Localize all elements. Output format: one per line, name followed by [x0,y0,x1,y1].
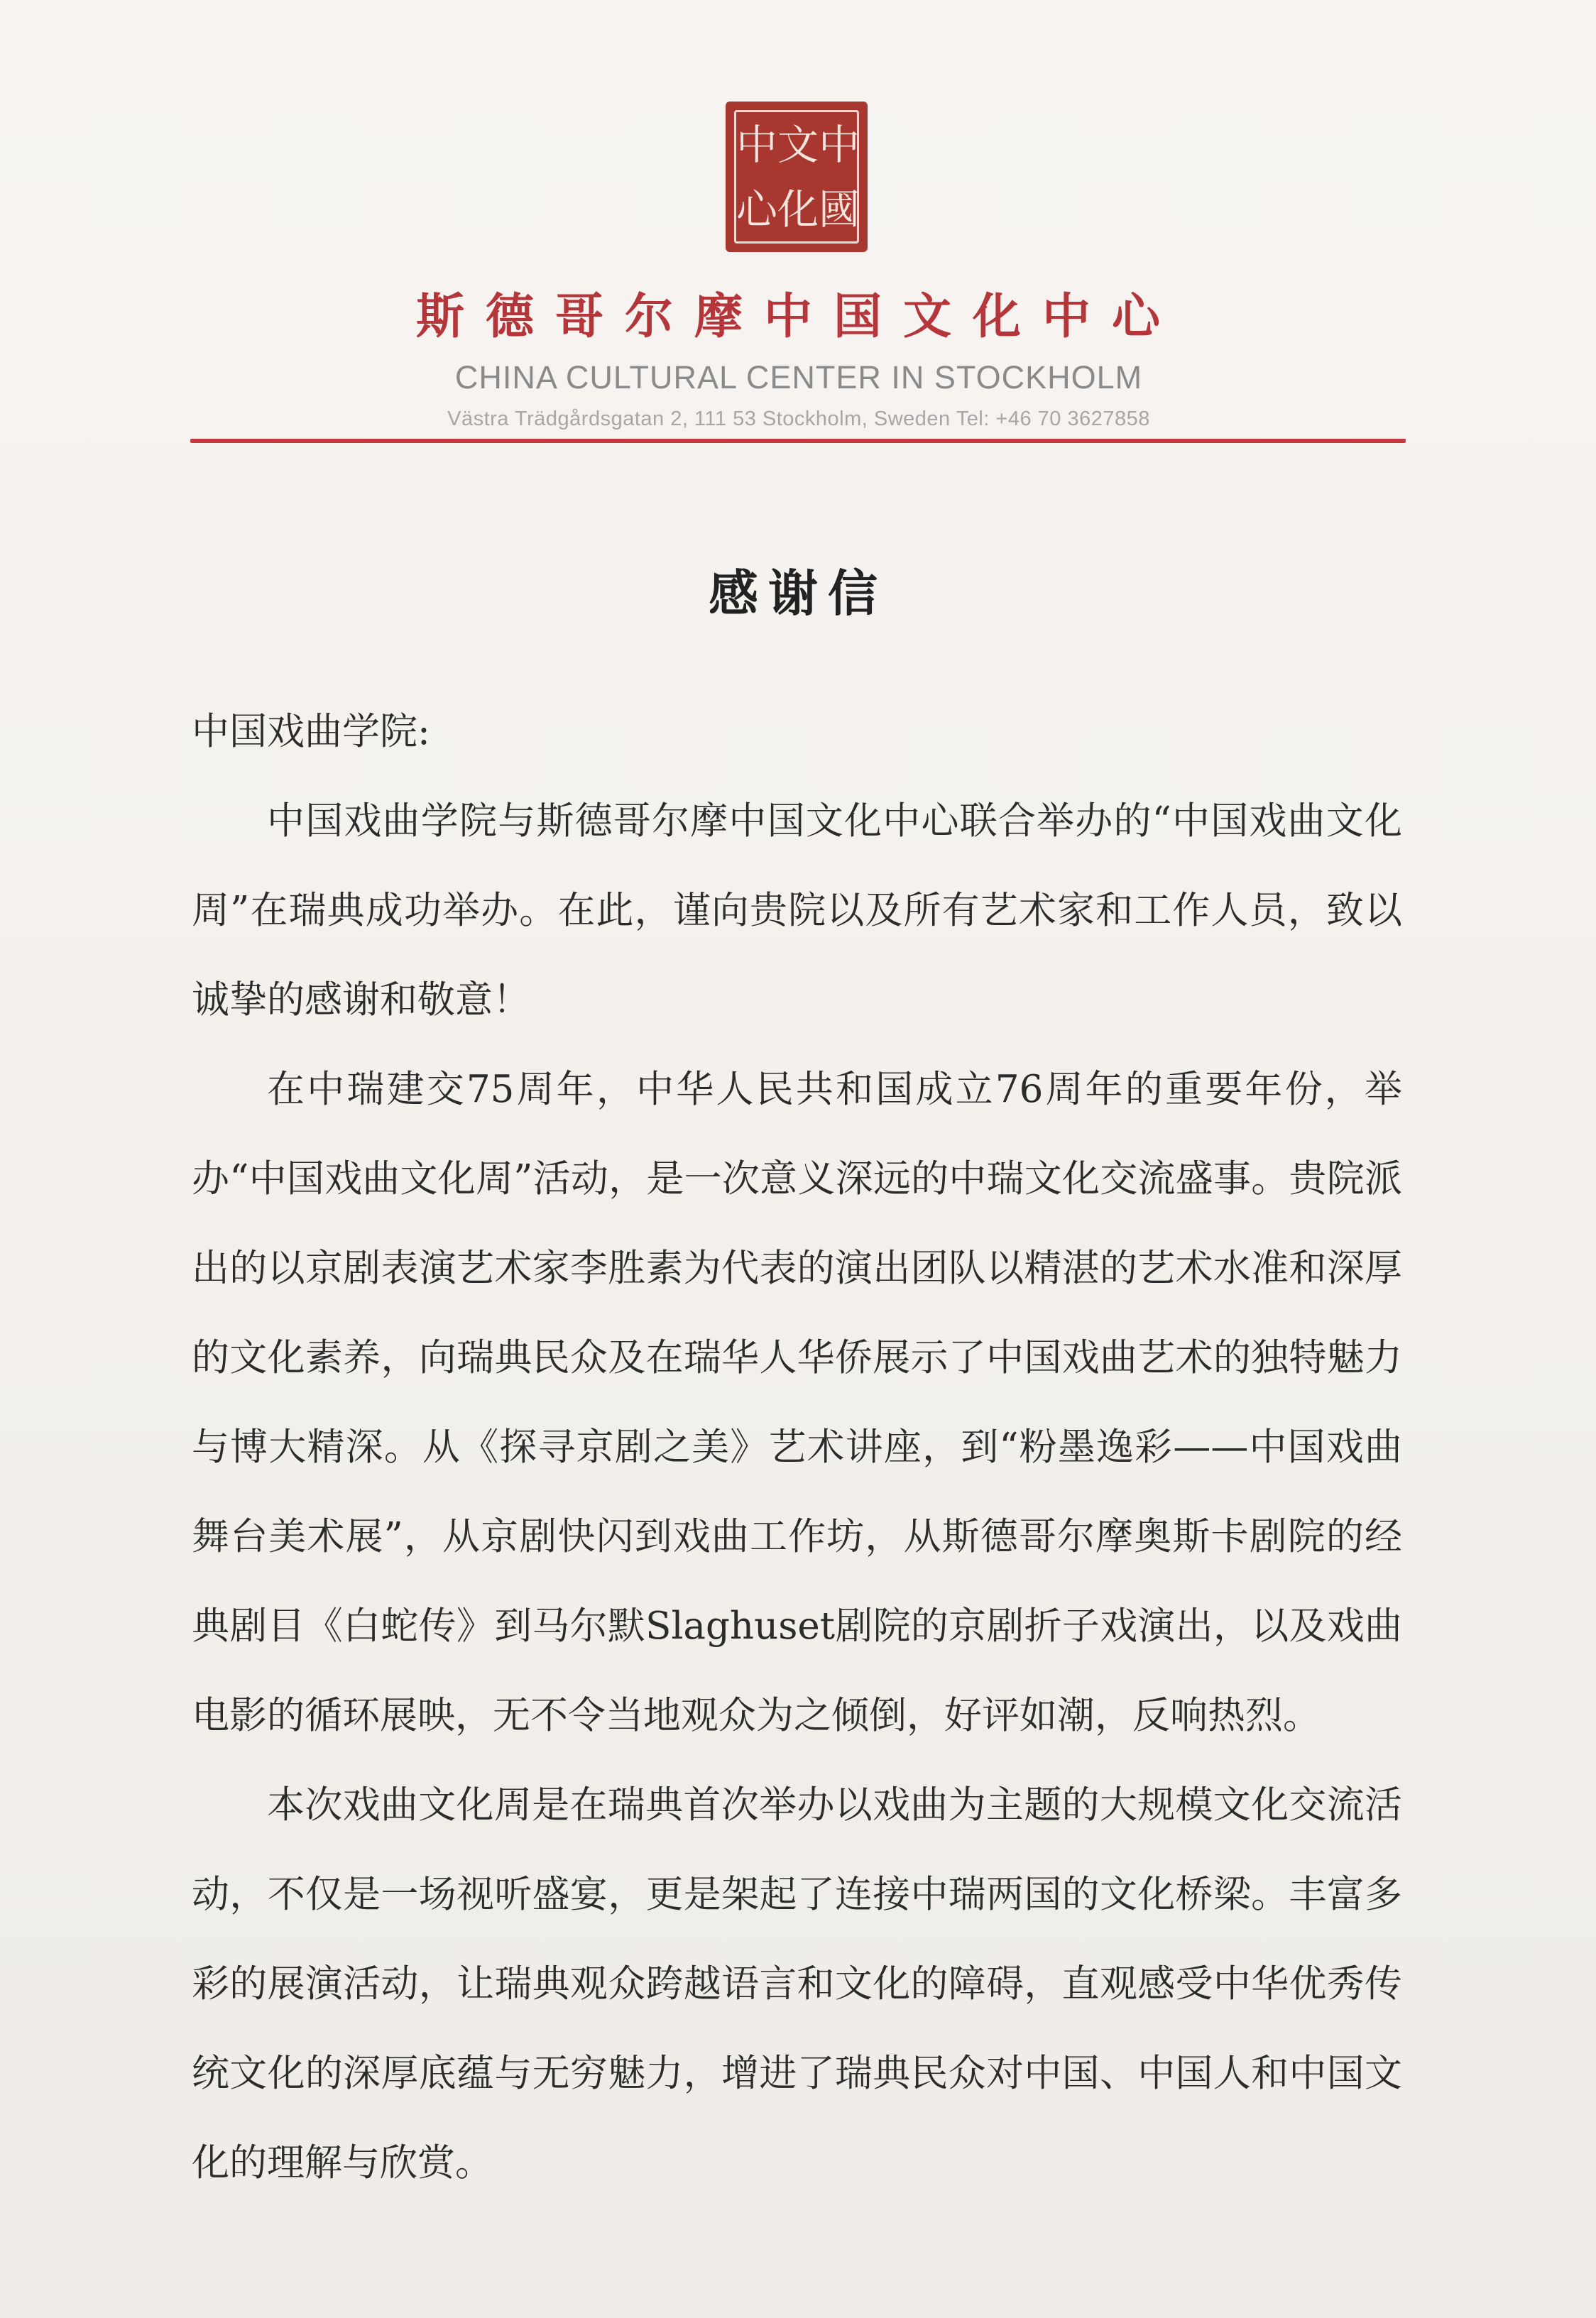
seal-char: 文 [777,120,819,169]
letter-title: 感谢信 [709,564,887,623]
letter-paragraph: 本次戏曲文化周是在瑞典首次举办以戏曲为主题的大规模文化交流活动，不仅是一场视听盛宴，更是架起了连接中瑞两国的文化桥梁。丰富多彩的展演活动，让瑞典观众跨越语言和文化的障碍，直观感受中华优秀传统文化的深厚底蕴与无穷魅力，增进了瑞典民众对中国、中国人和中国文化的理解与欣赏。 [192,1783,1402,2185]
org-address: Västra Trädgårdsgatan 2, 111 53 Stockholm, Sweden Tel: +46 70 3627858 [447,408,1150,430]
seal-border [734,110,859,244]
seal-char: 國 [819,185,860,234]
letter-paragraph: 在中瑞建交75周年，中华人民共和国成立76周年的重要年份，举办“中国戏曲文化周”活动，是一次意义深远的中瑞文化交流盛事。贵院派出的以京剧表演艺术家李胜素为代表的演出团队以精湛的艺术水准和深厚的文化素养，向瑞典民众及在瑞华人华侨展示了中国戏曲艺术的独特魅力与博大精深。从《探寻京剧之美》艺术讲座，到“粉墨逸彩——中国戏曲舞台美术展”，从京剧快闪到戏曲工作坊，从斯德哥尔摩奥斯卡剧院的经典剧目《白蛇传》到马尔默Slaghuset剧院的京剧折子戏演出，以及戏曲电影的循环展映，无不令当地观众为之倾倒，好评如潮，反响热烈。 [192,1068,1402,1737]
letter-salutation: 中国戏曲学院: [192,710,430,753]
letterhead-divider [190,439,1406,443]
seal-char: 心 [736,185,778,234]
letter-paragraph: 中国戏曲学院与斯德哥尔摩中国文化中心联合举办的“中国戏曲文化周”在瑞典成功举办。在此，谨向贵院以及所有艺术家和工作人员，致以诚挚的感谢和敬意！ [192,799,1402,1022]
seal-char: 化 [777,185,819,234]
letter-body [192,687,1402,2208]
seal-char: 中 [819,120,860,169]
org-name-chinese: 斯德哥尔摩中国文化中心 [415,288,1181,345]
center-seal-logo [726,102,868,252]
org-name-english: CHINA CULTURAL CENTER IN STOCKHOLM [454,359,1143,395]
seal-char: 中 [736,120,778,169]
